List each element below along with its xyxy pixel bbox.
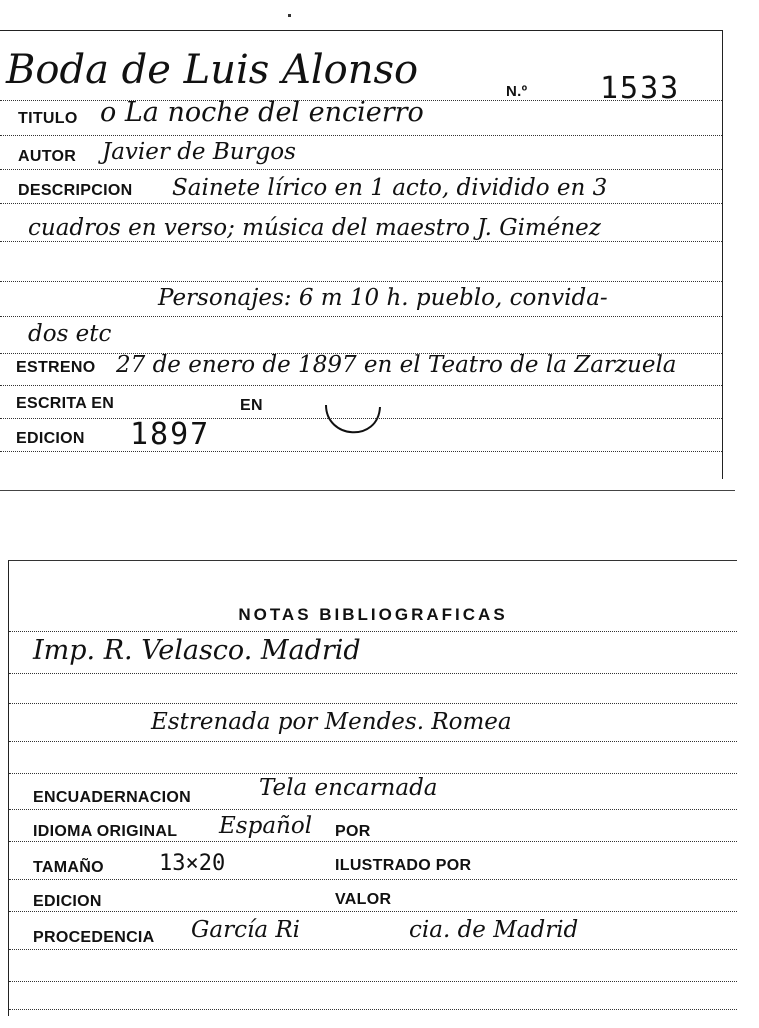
autor-label: AUTOR <box>18 148 77 165</box>
procedencia-value: García Ri <box>191 917 301 943</box>
ruled-line <box>0 385 722 386</box>
encuadernacion-label: ENCUADERNACION <box>33 789 191 806</box>
scan-dot <box>288 14 291 17</box>
ruled-line <box>9 673 737 674</box>
scan-edge <box>0 490 735 491</box>
ruled-line <box>0 169 722 170</box>
titulo-label: TITULO <box>18 110 78 127</box>
section-heading: NOTAS BIBLIOGRAFICAS <box>238 605 508 624</box>
procedencia-value-2: cia. de Madrid <box>409 917 579 943</box>
ruled-line <box>9 773 737 774</box>
ruled-line <box>9 703 737 704</box>
ruled-line <box>9 841 737 842</box>
note-line-2: Estrenada por Mendes. Romea <box>151 709 512 735</box>
estreno-label: ESTRENO <box>16 359 96 376</box>
catalog-card-top <box>0 30 723 479</box>
ruled-line <box>9 631 737 632</box>
ruled-line <box>9 949 737 950</box>
ruled-line <box>9 1009 737 1010</box>
ruled-line <box>0 203 722 204</box>
descripcion-line-2: cuadros en verso; música del maestro J. Giménez <box>28 215 601 241</box>
catalog-card-bottom <box>8 560 737 1016</box>
catalog-number: 1533 <box>600 71 681 106</box>
catalog-number-label: N.º <box>506 83 528 100</box>
ruled-line <box>9 741 737 742</box>
ruled-line <box>0 281 722 282</box>
ruled-line <box>9 809 737 810</box>
autor-value: Javier de Burgos <box>102 139 296 165</box>
edicion-value: 1897 <box>130 417 211 452</box>
ruled-line <box>0 451 722 452</box>
por-label: POR <box>335 823 371 840</box>
escrita-en-label: ESCRITA EN <box>16 395 115 412</box>
procedencia-label: PROCEDENCIA <box>33 929 155 946</box>
tamano-label: TAMAÑO <box>33 859 104 876</box>
ruled-line <box>9 981 737 982</box>
encuadernacion-value: Tela encarnada <box>259 775 438 801</box>
work-title: Boda de Luis Alonso <box>6 47 419 93</box>
descripcion-line-3: Personajes: 6 m 10 h. pueblo, convida- <box>158 285 608 311</box>
descripcion-line-4: dos etc <box>28 321 112 347</box>
edicion-label: EDICION <box>16 430 85 447</box>
estreno-value: 27 de enero de 1897 en el Teatro de la Zarzuela <box>116 352 677 378</box>
titulo-value: o La noche del encierro <box>100 97 424 128</box>
ruled-line <box>0 316 722 317</box>
ink-mark-icon <box>322 399 384 445</box>
ruled-line <box>9 911 737 912</box>
edicion-label: EDICION <box>33 893 102 910</box>
ilustrado-por-label: ILUSTRADO POR <box>335 857 472 874</box>
tamano-value: 13×20 <box>159 851 226 876</box>
idioma-original-value: Español <box>219 813 313 839</box>
idioma-original-label: IDIOMA ORIGINAL <box>33 823 178 840</box>
en-label: EN <box>240 397 263 414</box>
ruled-line <box>0 241 722 242</box>
valor-label: VALOR <box>335 891 392 908</box>
descripcion-line-1: Sainete lírico en 1 acto, dividido en 3 <box>172 175 608 201</box>
ruled-line <box>0 135 722 136</box>
ruled-line <box>9 879 737 880</box>
note-line-1: Imp. R. Velasco. Madrid <box>33 635 361 666</box>
descripcion-label: DESCRIPCION <box>18 182 133 199</box>
